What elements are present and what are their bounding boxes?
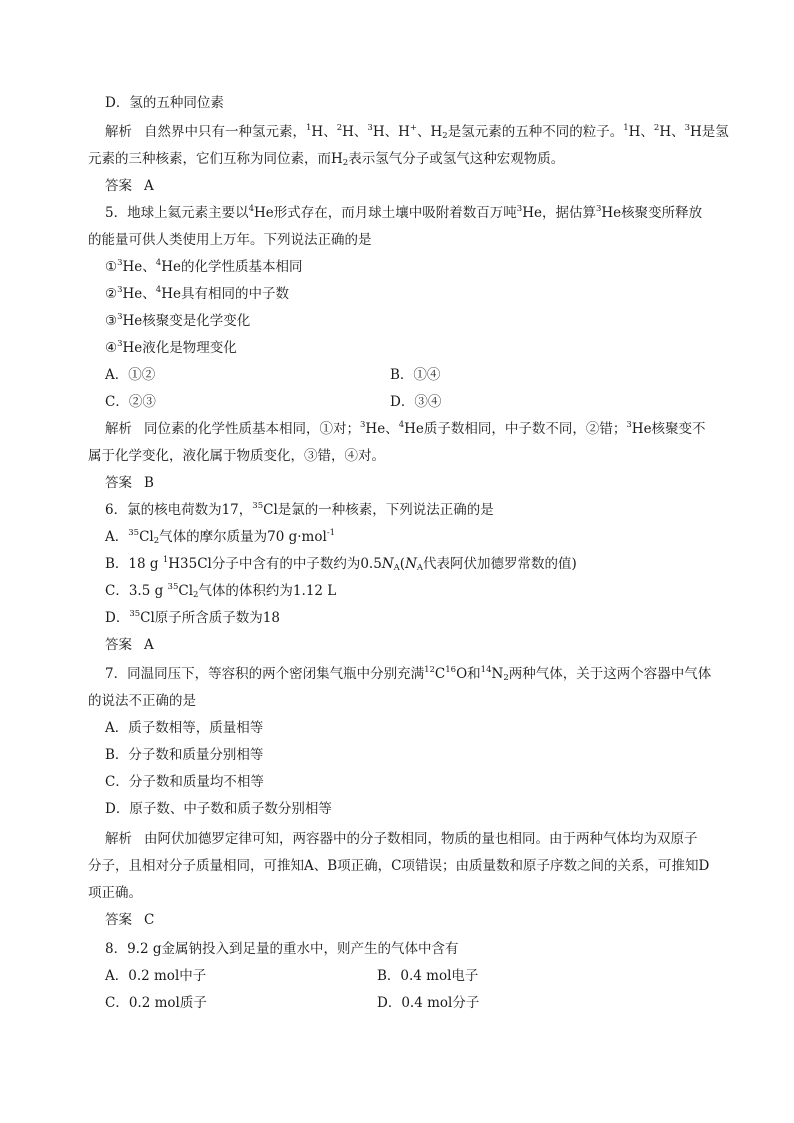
exponent: -1	[326, 528, 336, 538]
text: He液化是物理变化	[122, 340, 237, 356]
answer-value: A	[144, 637, 154, 653]
text: H35Cl分子中含有的中子数约为0.5	[168, 556, 382, 572]
text: 7．同温同压下，等容积的两个密闭集气瓶中分别充满	[105, 666, 425, 682]
explanation-label: 解析	[105, 831, 132, 847]
subscript: A	[393, 563, 400, 573]
q5-stem-line-1	[105, 204, 702, 222]
mass-number: 35	[252, 501, 264, 511]
text: He核聚变所释放	[601, 205, 703, 221]
text: 同位素的化学性质基本相同，①对；	[144, 421, 360, 437]
q6-option-d	[105, 609, 280, 627]
q7-stem-line-2	[88, 692, 196, 710]
text: Cl	[139, 529, 154, 545]
text: He核聚变是化学变化	[122, 313, 251, 329]
charge: +	[409, 123, 417, 133]
option-c: C．0.2 mol质子	[105, 995, 207, 1011]
text: 由阿伏加德罗定律可知，两容器中的分子数相同，物质的量也相同。由于两种气体均为双原子	[144, 831, 698, 847]
subscript: 2	[442, 131, 448, 141]
subscript: 2	[193, 590, 199, 600]
q7-option-a	[105, 719, 263, 737]
text: ③	[105, 313, 118, 329]
text: D．	[105, 610, 130, 626]
q4-option-d	[105, 94, 224, 112]
text: 的说法不正确的是	[88, 693, 196, 709]
mass-number: 12	[424, 665, 435, 675]
mass-number: 35	[128, 528, 140, 538]
text: B．分子数和质量分别相等	[105, 747, 264, 763]
explanation-label: 解析	[105, 124, 132, 140]
subscript: A	[416, 563, 424, 573]
option-a: A．①②	[105, 367, 156, 383]
text: He质子数相同，中子数不同，②错；	[404, 421, 627, 437]
option-a: A．0.2 mol中子	[105, 968, 207, 984]
option-text: D．氢的五种同位素	[105, 95, 224, 111]
mass-number: 3	[117, 285, 123, 295]
mass-number: 35	[129, 609, 141, 619]
text: 属于化学变化，液化属于物质变化，③错，④对。	[88, 448, 385, 464]
option-d: D．③④	[390, 394, 442, 410]
text: 两种气体，关于这两个容器中气体	[508, 666, 712, 682]
mass-number: 2	[336, 123, 343, 133]
mass-number: 1	[162, 555, 169, 565]
q5-explanation-line-1	[105, 420, 706, 438]
q6-stem	[105, 501, 494, 519]
text: 气体的摩尔质量为70 g·mol	[159, 529, 327, 545]
q4-answer	[105, 177, 154, 195]
text: 表示氢气分子或氢气这种宏观物质。	[348, 151, 565, 167]
q7-option-b	[105, 746, 263, 764]
answer-label: 答案	[105, 178, 132, 194]
text: 8．9.2 g金属钠投入到足量的重水中，则产生的气体中含有	[105, 941, 459, 957]
avogadro-symbol: N	[381, 556, 394, 572]
text: C．分子数和质量均不相等	[105, 774, 264, 790]
mass-number: 3	[360, 420, 366, 430]
q4-explanation-line-1	[105, 123, 729, 141]
text: A．质子数相等，质量相等	[105, 720, 264, 736]
mass-number: 1	[306, 123, 312, 133]
q5-options-row-1	[105, 366, 505, 384]
answer-label: 答案	[105, 475, 132, 491]
text: 的能量可供人类使用上万年。下列说法正确的是	[88, 232, 372, 248]
text: C	[434, 666, 446, 682]
text: C．3.5 g	[105, 583, 168, 599]
text: He、	[122, 259, 156, 275]
q4-explanation-line-2	[88, 150, 564, 168]
option-c: C．②③	[105, 394, 156, 410]
mass-number: 4	[398, 420, 405, 430]
text: O和	[456, 666, 481, 682]
text: H、	[342, 124, 368, 140]
text: ①	[105, 259, 118, 275]
text: A．	[105, 529, 129, 545]
text: Cl原子所含质子数为18	[140, 610, 280, 626]
text: 5．地球上氦元素主要以	[105, 205, 249, 221]
option-d: D．0.4 mol分子	[377, 995, 480, 1011]
mass-number: 3	[117, 312, 123, 322]
answer-value: C	[144, 912, 155, 928]
mass-number: 4	[155, 258, 162, 268]
q8-options-row-2	[105, 994, 505, 1012]
text: H、	[659, 124, 685, 140]
text: H是氢	[690, 124, 729, 140]
mass-number: 4	[155, 285, 162, 295]
subscript: 2	[342, 158, 349, 168]
mass-number: 14	[480, 665, 492, 675]
option-b: B．0.4 mol电子	[377, 968, 479, 984]
text: 代表阿伏加德罗常数的值)	[423, 556, 577, 572]
q7-explanation-line-2	[88, 857, 709, 875]
q7-answer	[105, 911, 154, 929]
q7-option-d	[105, 800, 332, 818]
text: ④	[105, 340, 118, 356]
q7-explanation-line-3	[88, 884, 142, 902]
text: He、	[122, 286, 156, 302]
answer-value: B	[144, 475, 154, 491]
text: 自然界中只有一种氢元素，	[144, 124, 306, 140]
q5-statement-3	[105, 312, 250, 330]
mass-number: 3	[516, 204, 523, 214]
text: He、	[365, 421, 399, 437]
q8-options-row-1	[105, 967, 505, 985]
answer-label: 答案	[105, 912, 132, 928]
mass-number: 3	[595, 204, 602, 214]
text: Cl	[178, 583, 194, 599]
q5-statement-2	[105, 285, 289, 303]
mass-number: 3	[117, 258, 123, 268]
text: (	[399, 556, 406, 572]
answer-label: 答案	[105, 637, 132, 653]
text: 元素的三种核素，它们互称为同位素，而H	[88, 151, 343, 167]
text: He具有相同的中子数	[161, 286, 289, 302]
text: 气体的体积约为1.12 L	[198, 583, 337, 599]
subscript: 2	[503, 673, 509, 683]
explanation-label: 解析	[105, 421, 132, 437]
q7-option-c	[105, 773, 264, 791]
q6-option-c	[105, 582, 336, 600]
text: H、H	[372, 124, 410, 140]
text: 分子，且相对分子质量相同，可推知A、B项正确，C项错误；由质量数和原子序数之间的关系，可推知D	[88, 858, 710, 874]
text: 、H	[417, 124, 443, 140]
q5-statement-4	[105, 339, 237, 357]
q5-stem-line-2	[88, 231, 372, 249]
mass-number: 16	[445, 665, 457, 675]
mass-number: 3	[626, 420, 632, 430]
option-b: B．①④	[390, 367, 441, 383]
text: He的化学性质基本相同	[161, 259, 303, 275]
text: 是氢元素的五种不同的粒子。	[447, 124, 624, 140]
mass-number: 3	[117, 339, 123, 349]
text: N	[491, 666, 504, 682]
avogadro-symbol: N	[405, 556, 417, 572]
q5-options-row-2	[105, 393, 505, 411]
mass-number: 35	[167, 582, 179, 592]
q7-stem-line-1	[105, 665, 711, 683]
mass-number: 3	[684, 123, 691, 133]
q5-answer	[105, 474, 154, 492]
text: H、	[628, 124, 654, 140]
text: Cl是氯的一种核素，下列说法正确的是	[263, 502, 494, 518]
mass-number: 3	[367, 123, 373, 133]
text: ②	[105, 286, 118, 302]
q8-stem	[105, 940, 459, 958]
mass-number: 2	[653, 123, 660, 133]
q5-statement-1	[105, 258, 302, 276]
text: H、	[311, 124, 337, 140]
q6-answer	[105, 636, 154, 654]
text: He核聚变不	[631, 421, 706, 437]
text: B．18 g	[105, 556, 163, 572]
text: He形式存在，而月球土壤中吸附着数百万吨	[254, 205, 517, 221]
mass-number: 4	[248, 204, 255, 214]
mass-number: 1	[623, 123, 629, 133]
q5-explanation-line-2	[88, 447, 385, 465]
subscript: 2	[153, 536, 160, 546]
text: D．原子数、中子数和质子数分别相等	[105, 801, 332, 817]
q6-option-b	[105, 555, 577, 573]
answer-value: A	[144, 178, 154, 194]
text: He，据估算	[522, 205, 596, 221]
q6-option-a	[105, 528, 335, 546]
text: 项正确。	[88, 885, 142, 901]
q7-explanation-line-1	[105, 830, 698, 848]
text: 6．氯的核电荷数为17，	[105, 502, 253, 518]
